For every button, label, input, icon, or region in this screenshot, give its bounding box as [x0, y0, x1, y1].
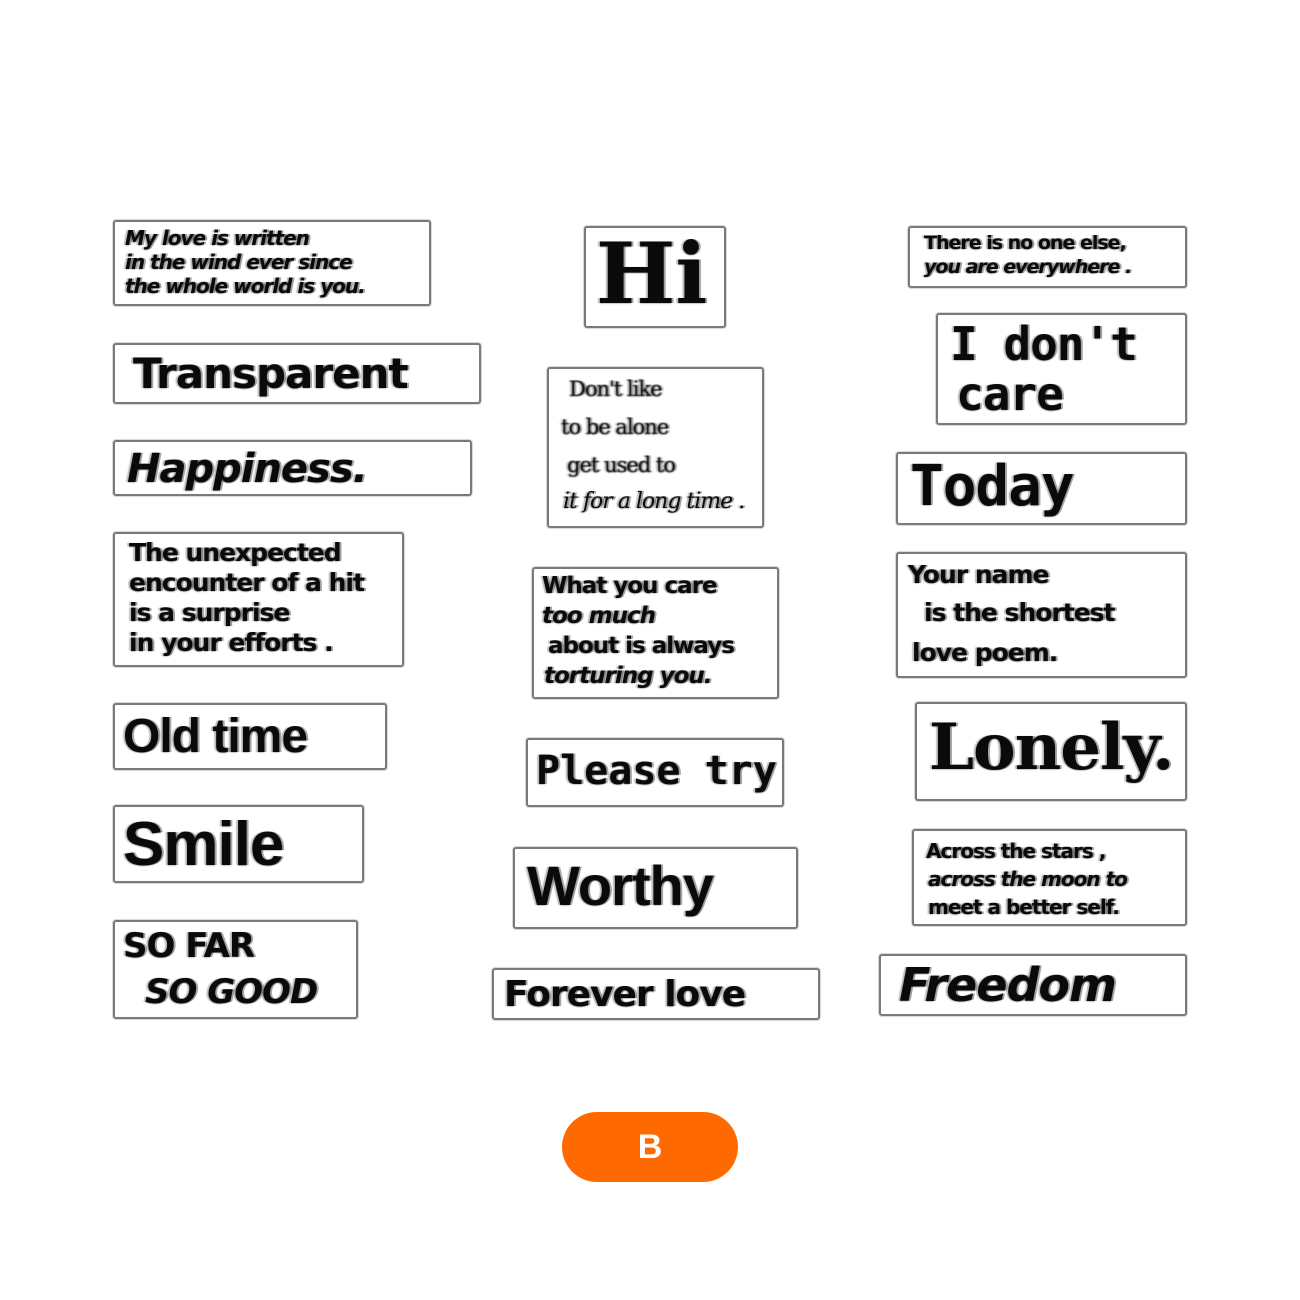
sticker-old-time [113, 703, 387, 770]
sticker-text-line: too much [542, 603, 655, 629]
sticker-text-line: torturing you. [544, 663, 712, 689]
sticker-text: Old time [123, 710, 308, 763]
sticker-text: Please try [536, 748, 777, 794]
sticker-text-line: about is always [548, 633, 734, 659]
sticker-text-line: get used to [567, 453, 675, 477]
sticker-text-line: Your name [908, 560, 1049, 589]
sticker-text-line: the whole world is you. [125, 274, 365, 298]
sticker-text: Freedom [899, 958, 1116, 1012]
sticker-text: Today [910, 454, 1074, 519]
sticker-happiness [113, 440, 472, 496]
sticker-text: Lonely. [929, 710, 1174, 785]
sticker-text-line: What you care [542, 573, 717, 599]
sticker-text-line: you are everywhere . [924, 256, 1132, 278]
sticker-text-line: is the shortest [924, 598, 1115, 627]
sticker-smile [113, 805, 364, 883]
sticker-across-the-stars [912, 829, 1187, 926]
sticker-text-line: My love is written [125, 226, 309, 250]
sticker-today [896, 452, 1187, 525]
sticker-so-far-so-good [113, 920, 358, 1019]
sticker-worthy [513, 847, 798, 929]
sticker-text-line: is a surprise [129, 598, 290, 627]
sticker-your-name [896, 552, 1187, 678]
sticker-text-line: meet a better self. [928, 895, 1119, 919]
sticker-text-line: to be alone [561, 415, 669, 439]
sticker-text: Smile [123, 810, 284, 879]
sticker-freedom [879, 954, 1187, 1016]
sticker-text-line: SO GOOD [145, 972, 318, 1012]
sticker-text-line: it for a long time . [563, 489, 745, 514]
sticker-forever-love [492, 968, 820, 1020]
sticker-text-line: Don't like [569, 377, 662, 401]
sticker-text-line: care [956, 367, 1063, 421]
sticker-hi [584, 226, 726, 328]
sticker-text-line: in the wind ever since [125, 250, 352, 274]
sticker-text: Worthy [527, 854, 713, 917]
variant-label-button[interactable] [562, 1112, 738, 1182]
sticker-i-dont-care [936, 313, 1187, 425]
sticker-transparent [113, 343, 481, 404]
sticker-please-try [526, 738, 784, 807]
sticker-text: Transparent [133, 349, 408, 398]
sticker-text-line: SO FAR [123, 926, 255, 966]
sticker-dont-like-alone [547, 367, 764, 528]
sticker-text-line: The unexpected [129, 538, 341, 567]
sticker-text-line: in your efforts . [129, 628, 333, 657]
sticker-text-line: There is no one else, [924, 232, 1126, 254]
sticker-text-line: Across the stars , [926, 839, 1106, 863]
sticker-text-line: encounter of a hit [129, 568, 364, 597]
sticker-text-line: love poem. [912, 638, 1058, 667]
sticker-text-line: across the moon to [928, 867, 1127, 891]
variant-label-text: B [637, 1127, 663, 1166]
sticker-text: Forever love [504, 974, 746, 1015]
sticker-what-you-care [532, 567, 779, 699]
sticker-there-is-no-one-else [908, 226, 1187, 288]
sticker-text: Hi [596, 226, 708, 323]
sticker-lonely [915, 702, 1187, 801]
sticker-text: Happiness. [127, 446, 367, 492]
sticker-my-love-is-written [113, 220, 431, 306]
sticker-unexpected-encounter [113, 532, 404, 667]
sticker-text-line: I don't [950, 317, 1137, 371]
